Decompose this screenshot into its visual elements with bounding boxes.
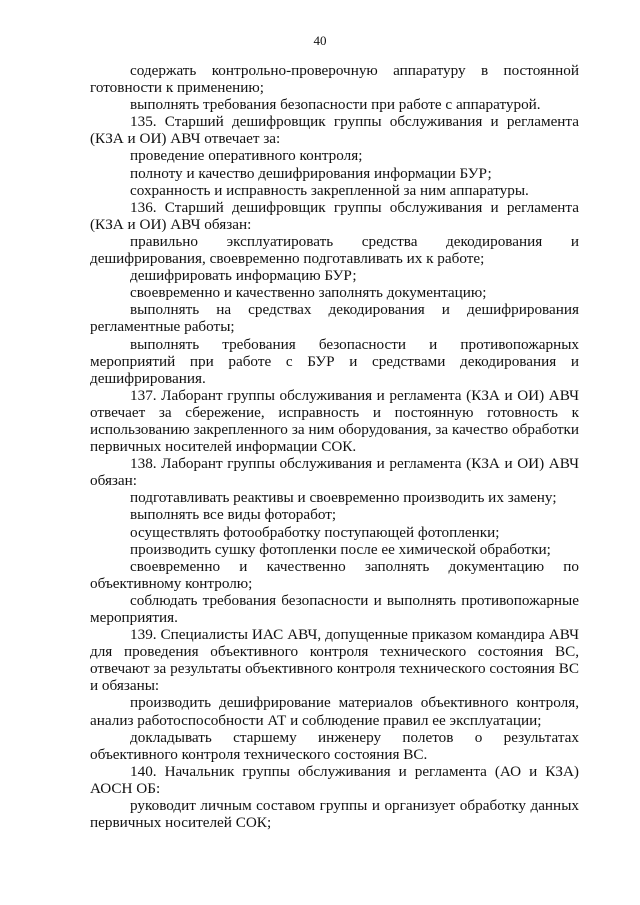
paragraph-21: 139. Специалисты ИАС АВЧ, допущенные приказом командира АВЧ для проведения объективного контроля технического состояния ВС, отвечают за результаты объективного контроля технического состояния ВС и обязаны: xyxy=(90,626,579,695)
paragraph-20: соблюдать требования безопасности и выполнять противопожарные мероприятия. xyxy=(90,591,579,626)
paragraph-17: осуществлять фотообработку поступающей фотопленки; xyxy=(130,523,500,541)
paragraph-10: своевременно и качественно заполнять документацию; xyxy=(130,284,487,302)
paragraph-22: производить дешифрирование материалов объективного контроля, анализ работоспособности АТ и соблюдение правил ее эксплуатации; xyxy=(90,694,579,729)
paragraph-24: 140. Начальник группы обслуживания и регламента (АО и КЗА) АОСН ОБ: xyxy=(90,762,579,797)
paragraph-18: производить сушку фотопленки после ее химической обработки; xyxy=(130,540,551,558)
paragraph-1: содержать контрольно-проверочную аппаратуру в постоянной готовности к применению; xyxy=(90,62,579,97)
paragraph-19: своевременно и качественно заполнять документацию по объективному контролю; xyxy=(90,557,579,592)
paragraph-8: правильно эксплуатировать средства декодирования и дешифрирования, своевременно подготавливать их к работе; xyxy=(90,232,579,268)
paragraph-15: подготавливать реактивы и своевременно производить их замену; xyxy=(130,489,557,507)
paragraph-9: дешифрировать информацию БУР; xyxy=(130,267,357,285)
document-body xyxy=(90,62,579,831)
paragraph-13: 137. Лаборант группы обслуживания и регламента (КЗА и ОИ) АВЧ отвечает за сбережение, исправность и постоянную готовность к использованию закрепленного за ним оборудования, за качество обработки первичных носителей информации СОК. xyxy=(90,386,579,456)
paragraph-4: проведение оперативного контроля; xyxy=(130,147,363,165)
paragraph-6: сохранность и исправность закрепленной за ним аппаратуры. xyxy=(130,181,529,199)
paragraph-16: выполнять все виды фоторабот; xyxy=(130,506,337,524)
paragraph-25: руководит личным составом группы и организует обработку данных первичных носителей СОК; xyxy=(90,797,579,832)
paragraph-11: выполнять на средствах декодирования и дешифрирования регламентные работы; xyxy=(90,301,579,336)
paragraph-12: выполнять требования безопасности и противопожарных мероприятий при работе с БУР и средствами декодирования и дешифрирования. xyxy=(90,335,579,387)
page-number: 40 xyxy=(313,33,327,48)
paragraph-5: полноту и качество дешифрирования информации БУР; xyxy=(130,164,492,182)
paragraph-14: 138. Лаборант группы обслуживания и регламента (КЗА и ОИ) АВЧ обязан: xyxy=(90,455,579,490)
paragraph-2: выполнять требования безопасности при работе с аппаратурой. xyxy=(130,96,541,114)
paragraph-7: 136. Старший дешифровщик группы обслуживания и регламента (КЗА и ОИ) АВЧ обязан: xyxy=(90,198,579,233)
paragraph-23: докладывать старшему инженеру полетов о результатах объективного контроля технического состояния ВС. xyxy=(90,728,579,763)
paragraph-3: 135. Старший дешифровщик группы обслуживания и регламента (КЗА и ОИ) АВЧ отвечает за: xyxy=(90,113,579,148)
